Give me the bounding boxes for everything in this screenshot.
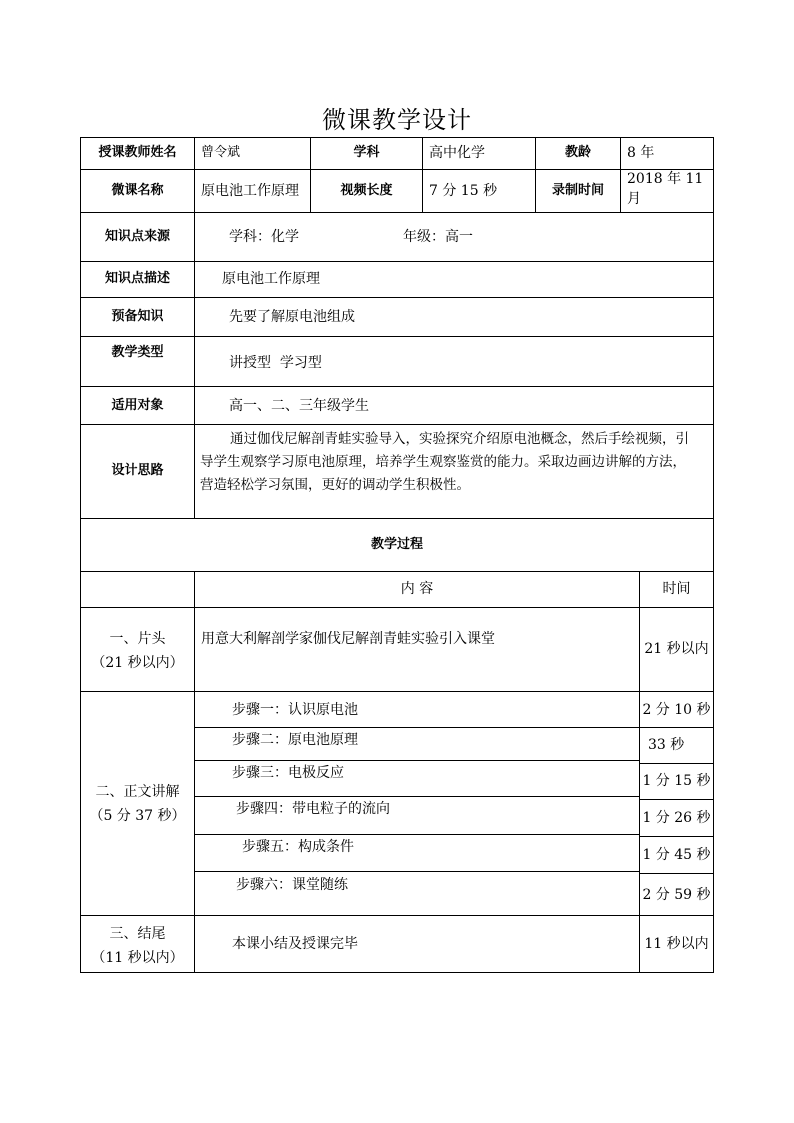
step-content: 步骤三：电极反应 xyxy=(232,765,344,781)
row-divider xyxy=(80,607,714,608)
step-time: 1 分 15 秒 xyxy=(642,773,711,789)
step-divider xyxy=(640,799,714,800)
step-content: 步骤四：带电粒子的流向 xyxy=(236,801,390,817)
table-border-top xyxy=(80,137,714,138)
time-header: 时间 xyxy=(662,581,691,597)
step-time: 2 分 59 秒 xyxy=(642,887,711,903)
row-divider xyxy=(80,571,714,572)
step-content: 步骤二：原电池原理 xyxy=(232,732,358,748)
step-divider xyxy=(195,727,714,728)
record-value-line1: 2018 年 11 xyxy=(627,171,704,187)
col-divider xyxy=(194,137,195,213)
design-line: 营造轻松学习氛围，更好的调动学生积极性。 xyxy=(200,477,470,493)
duration-value: 7 分 15 秒 xyxy=(429,183,498,199)
row-divider xyxy=(80,169,714,170)
end-label-line: （11 秒以内） xyxy=(91,950,184,966)
type-label: 教学类型 xyxy=(111,345,164,360)
step-time: 33 秒 xyxy=(648,737,685,753)
source-subject: 学科：化学 xyxy=(229,229,299,245)
table-border-bottom xyxy=(80,972,714,973)
end-time: 11 秒以内 xyxy=(644,936,709,952)
step-divider xyxy=(195,760,640,761)
record-label: 录制时间 xyxy=(551,183,604,198)
desc-value: 原电池工作原理 xyxy=(222,271,320,287)
process-title: 教学过程 xyxy=(370,537,423,552)
row-divider xyxy=(80,297,714,298)
row-divider xyxy=(80,212,714,213)
subject-value: 高中化学 xyxy=(429,145,485,161)
table-border-right xyxy=(713,137,714,973)
prereq-label: 预备知识 xyxy=(111,309,164,324)
years-label: 教龄 xyxy=(564,145,591,160)
col-divider xyxy=(194,212,195,519)
prereq-value: 先要了解原电池组成 xyxy=(229,309,355,325)
source-grade: 年级：高一 xyxy=(403,229,473,245)
step-content: 步骤六：课堂随练 xyxy=(236,877,348,893)
main-label xyxy=(81,780,194,828)
design-line: 通过伽伐尼解剖青蛙实验导入，实验探究介绍原电池概念，然后手绘视频，引 xyxy=(230,431,689,447)
source-label: 知识点来源 xyxy=(104,229,170,244)
design-line: 导学生观察学习原电池原理，培养学生观察鉴赏的能力。采取边画边讲解的方法， xyxy=(200,454,686,470)
step-time: 1 分 26 秒 xyxy=(642,810,711,826)
step-time: 1 分 45 秒 xyxy=(642,847,711,863)
row-divider xyxy=(80,691,714,692)
intro-label-line: 一、片头 xyxy=(109,631,166,647)
row-divider xyxy=(80,518,714,519)
row-divider xyxy=(80,424,714,425)
intro-time: 21 秒以内 xyxy=(644,641,709,657)
step-content: 步骤一：认识原电池 xyxy=(232,702,358,718)
design-label: 设计思路 xyxy=(111,463,164,478)
row-divider xyxy=(80,336,714,337)
step-divider xyxy=(195,834,640,835)
teacher-value: 曾令斌 xyxy=(201,145,241,160)
target-label: 适用对象 xyxy=(111,398,164,413)
step-time: 2 分 10 秒 xyxy=(642,702,711,718)
step-divider xyxy=(195,871,640,872)
main-label-line: （5 分 37 秒） xyxy=(89,808,186,824)
col-divider xyxy=(194,571,195,973)
content-header: 内 容 xyxy=(400,581,434,597)
course-value: 原电池工作原理 xyxy=(201,183,299,199)
record-value xyxy=(627,169,711,209)
design-text xyxy=(200,428,711,497)
intro-content: 用意大利解剖学家伽伐尼解剖青蛙实验引入课堂 xyxy=(201,631,495,647)
years-value: 8 年 xyxy=(627,145,655,161)
end-content: 本课小结及授课完毕 xyxy=(232,936,358,952)
end-label xyxy=(81,922,194,970)
intro-label-line: （21 秒以内） xyxy=(91,655,184,671)
subject-label: 学科 xyxy=(353,145,380,160)
step-divider xyxy=(640,763,714,764)
duration-label: 视频长度 xyxy=(340,183,393,198)
step-divider xyxy=(640,836,714,837)
row-divider xyxy=(80,386,714,387)
main-label-line: 二、正文讲解 xyxy=(95,784,180,800)
course-label: 微课名称 xyxy=(111,183,164,198)
end-label-line: 三、结尾 xyxy=(109,926,166,942)
target-value: 高一、二、三年级学生 xyxy=(229,398,369,414)
col-divider xyxy=(620,137,621,213)
teacher-label: 授课教师姓名 xyxy=(98,145,177,160)
step-content: 步骤五：构成条件 xyxy=(242,839,354,855)
record-value-line2: 月 xyxy=(627,191,641,207)
step-divider xyxy=(195,796,640,797)
row-divider xyxy=(80,915,714,916)
intro-label xyxy=(81,627,194,675)
document-title: 微课教学设计 xyxy=(322,106,472,134)
col-divider xyxy=(422,137,423,213)
step-divider xyxy=(640,873,714,874)
row-divider xyxy=(80,261,714,262)
desc-label: 知识点描述 xyxy=(104,271,170,286)
type-value: 讲授型 学习型 xyxy=(229,355,322,371)
